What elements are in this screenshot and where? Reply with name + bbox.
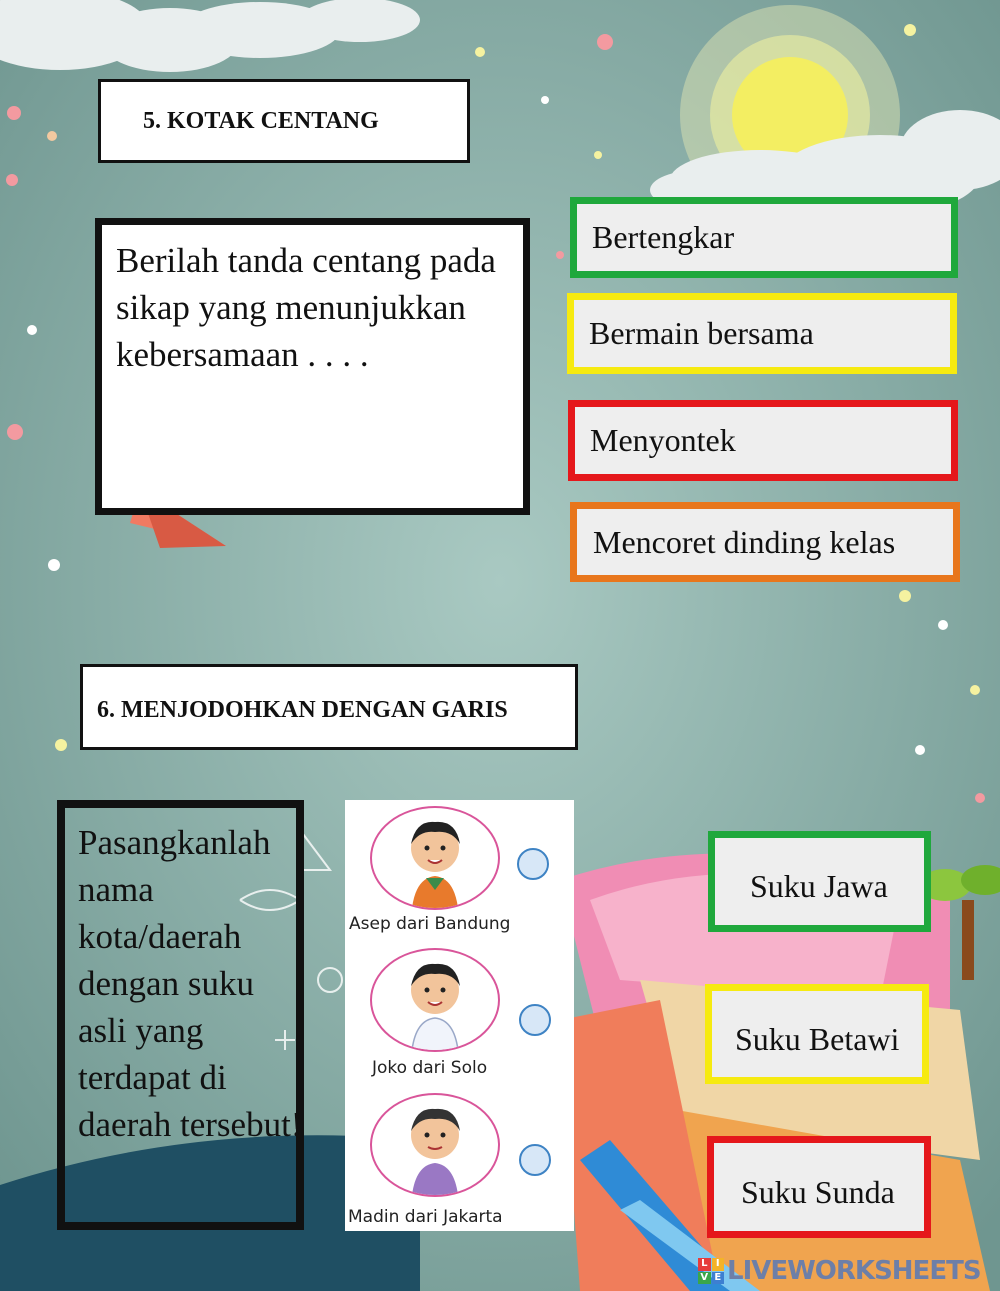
tribe-label: Suku Betawi: [735, 1021, 900, 1057]
option-label: Mencoret dinding kelas: [593, 524, 896, 560]
tribe-suku-sunda[interactable]: [707, 1136, 931, 1238]
section-6-instruction-box: [57, 800, 304, 1230]
option-bermain-bersama[interactable]: [567, 293, 957, 374]
section-5-title: 5. KOTAK CENTANG: [143, 108, 379, 134]
option-label: Menyontek: [590, 422, 736, 458]
caption-asep: Asep dari Bandung: [349, 914, 511, 934]
option-bertengkar[interactable]: [570, 197, 958, 278]
section-6-title-box: [80, 664, 578, 750]
section-6-instruction: Pasangkanlah nama kota/daerah dengan suku asli yang terdapat di daerah tersebut!: [78, 823, 303, 1144]
option-label: Bermain bersama: [589, 315, 814, 351]
avatar-joko: [370, 948, 500, 1052]
watermark-text: LIVEWORKSHEETS: [727, 1256, 981, 1286]
people-panel: [345, 800, 574, 1231]
option-menyontek[interactable]: [568, 400, 958, 481]
caption-madin: Madin dari Jakarta: [348, 1207, 503, 1227]
section-5-question: Berilah tanda centang pada sikap yang menunjukkan kebersamaan . . . .: [116, 241, 496, 374]
tribe-label: Suku Jawa: [750, 868, 888, 904]
option-mencoret-dinding-kelas[interactable]: [570, 502, 960, 582]
tribe-suku-jawa[interactable]: [708, 831, 931, 932]
section-5-question-box: [95, 218, 530, 515]
liveworksheets-logo-icon: L I V E: [698, 1258, 724, 1284]
section-5-title-box: [98, 79, 470, 163]
avatar-asep: [370, 806, 500, 910]
liveworksheets-watermark: [698, 1256, 998, 1288]
tribe-suku-betawi[interactable]: [705, 984, 929, 1084]
caption-joko: Joko dari Solo: [372, 1058, 488, 1078]
match-dot-joko[interactable]: [519, 1004, 551, 1036]
option-label: Bertengkar: [592, 219, 735, 255]
avatar-madin: [370, 1093, 500, 1197]
tribe-label: Suku Sunda: [741, 1174, 895, 1210]
match-dot-asep[interactable]: [517, 848, 549, 880]
section-6-title: 6. MENJODOHKAN DENGAN GARIS: [97, 697, 508, 723]
match-dot-madin[interactable]: [519, 1144, 551, 1176]
